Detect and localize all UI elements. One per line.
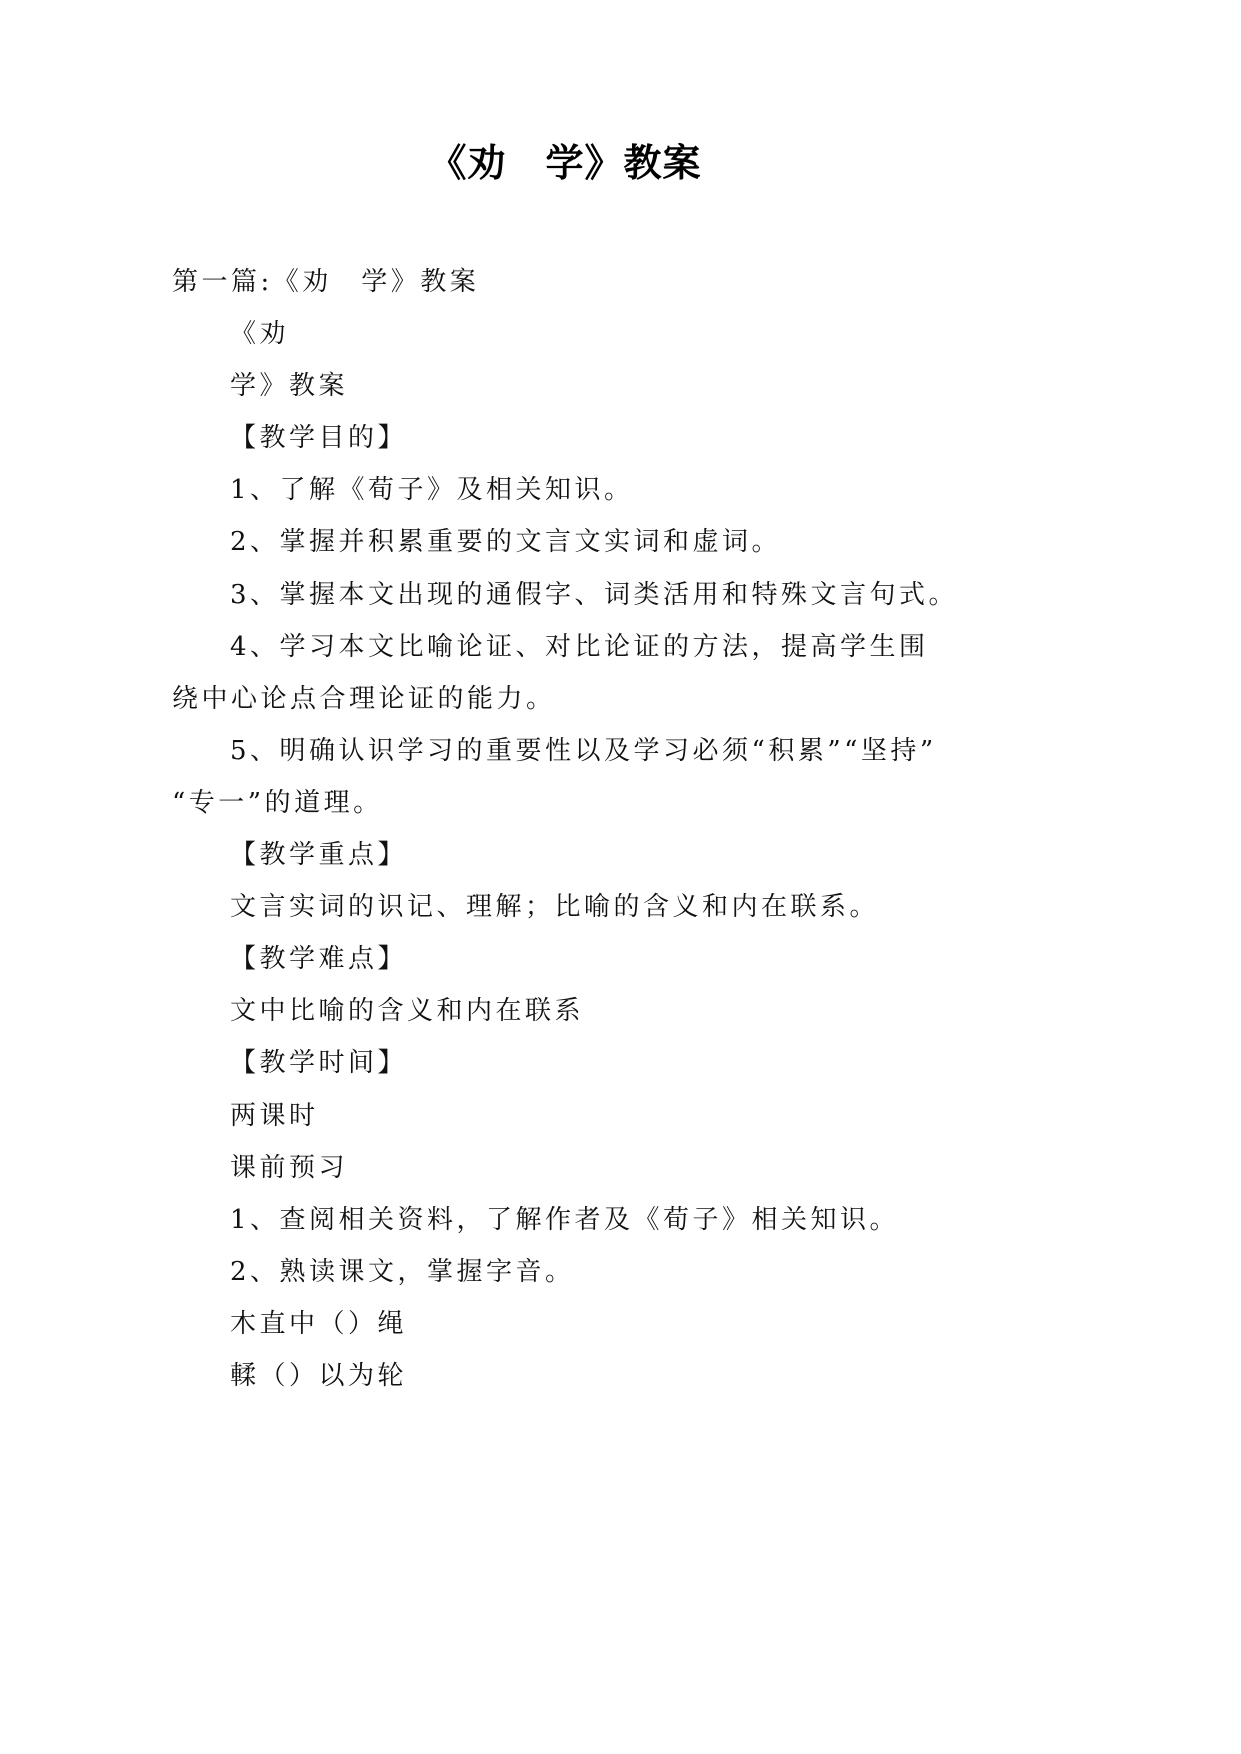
goal-item-continuation: “专一”的道理。 (172, 787, 383, 818)
preview-item: 2、熟读课文，掌握字音。 (230, 1256, 575, 1287)
pronunciation-item: 輮（）以为轮 (230, 1360, 408, 1391)
heading-difficult-points: 【教学难点】 (230, 944, 408, 975)
goal-item: 4、学习本文比喻论证、对比论证的方法，提高学生围 (230, 631, 929, 662)
goal-item: 3、掌握本文出现的通假字、词类活用和特殊文言句式。 (230, 579, 959, 610)
preview-item: 1、查阅相关资料，了解作者及《荀子》相关知识。 (230, 1204, 900, 1235)
heading-key-points: 【教学重点】 (230, 840, 408, 871)
goal-item: 2、掌握并积累重要的文言文实词和虚词。 (230, 527, 782, 558)
document-title: 《劝 学》教案 (428, 140, 702, 185)
heading-teaching-time: 【教学时间】 (230, 1048, 408, 1079)
pronunciation-item: 木直中（）绳 (230, 1308, 408, 1339)
heading-teaching-goals: 【教学目的】 (230, 423, 408, 454)
paragraph-line: 文中比喻的含义和内在联系 (230, 996, 585, 1027)
paragraph-line: 文言实词的识记、理解；比喻的含义和内在联系。 (230, 892, 880, 923)
document-body (172, 256, 1072, 1402)
subtitle-line: 学》教案 (230, 371, 349, 402)
section-heading: 第一篇:《劝 学》教案 (172, 267, 480, 297)
goal-item: 1、了解《荀子》及相关知识。 (230, 475, 634, 506)
goal-item: 5、明确认识学习的重要性以及学习必须“积累”“坚持” (230, 735, 937, 766)
subtitle-line: 《劝 (230, 319, 290, 350)
goal-item-continuation: 绕中心论点合理论证的能力。 (172, 683, 556, 714)
paragraph-line: 两课时 (230, 1100, 319, 1131)
preview-heading: 课前预习 (230, 1152, 349, 1183)
